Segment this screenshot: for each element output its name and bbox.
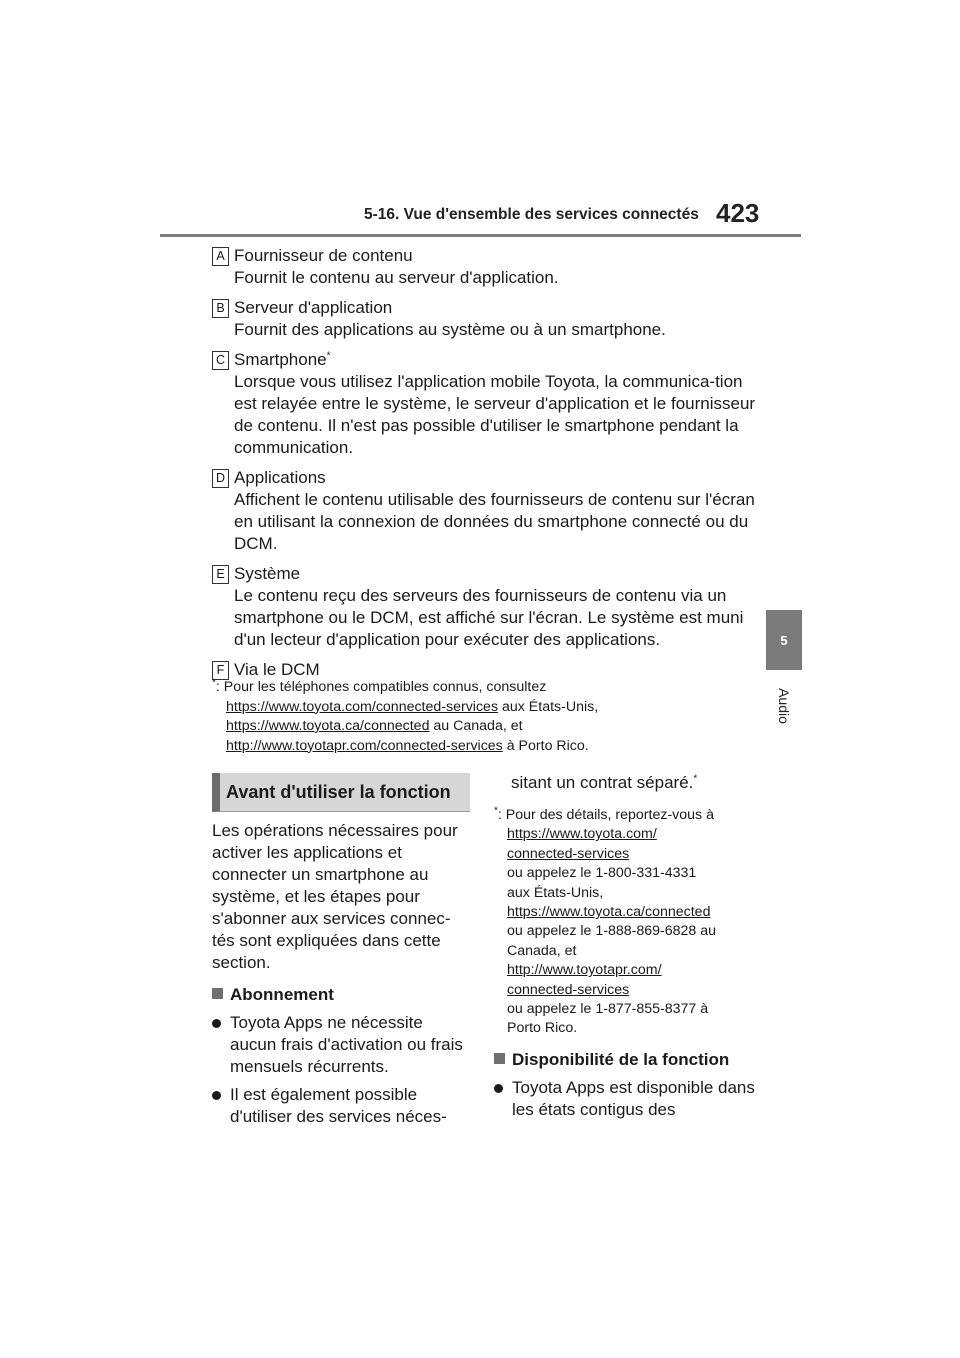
subsection-title: Disponibilité de la fonction	[512, 1049, 730, 1069]
footnote-marker: *	[494, 805, 498, 817]
definition-letter: A	[212, 247, 229, 266]
subsection-title: Abonnement	[230, 985, 334, 1004]
footnote-intro	[212, 678, 757, 698]
bullet-text: sitant un contrat séparé.	[511, 773, 694, 792]
footnote-line	[212, 717, 757, 737]
bullet-item	[494, 1077, 756, 1121]
definition-title: Via le DCM	[234, 660, 320, 679]
footnote-intro	[494, 806, 756, 825]
definition-letter: C	[212, 351, 229, 370]
bullet-continuation	[494, 772, 756, 794]
definition-letter: B	[212, 299, 229, 318]
footnote-marker: *	[693, 773, 698, 785]
definition-title: Système	[234, 564, 301, 583]
footnote-text: à Porto Rico.	[502, 737, 589, 754]
chapter-label-text: Audio	[776, 688, 792, 724]
footnote-line	[212, 698, 757, 718]
footnote-text: Canada, et	[507, 942, 577, 959]
footnote-intro-text: : Pour les téléphones compatibles connus, consultez	[215, 679, 547, 695]
definition-description: Le contenu reçu des serveurs des fournisseurs de contenu via un smartphone ou le DCM, est affiché sur l'écran. Le système est muni d'un lecteur d'application pour exécuter des applications.	[234, 586, 744, 649]
toyota-us-link[interactable]: https://www.toyota.com/	[507, 826, 657, 843]
definition-description: Fournit des applications au système ou à un smartphone.	[234, 320, 666, 339]
bullet-dot-icon	[212, 1091, 221, 1100]
footnote-line	[212, 737, 757, 757]
definition-description: Affichent le contenu utilisable des fournisseurs de contenu sur l'écran en utilisant la connexion de données du smartphone connecté ou du DCM.	[234, 490, 755, 553]
footnote-text: ou appelez le 1-888-869-6828 au	[507, 923, 717, 940]
definition-list	[212, 245, 757, 689]
footnote-text: aux États-Unis,	[498, 698, 599, 715]
definition-letter: E	[212, 565, 229, 584]
definition-description: Lorsque vous utilisez l'application mobile Toyota, la communica-tion est relayée entre le système, le serveur d'application et le fournisseur de contenu. Il n'est pas possible d'utiliser le smartphone pendant la communication.	[234, 372, 756, 457]
bullet-dot-icon	[494, 1084, 503, 1093]
footnote-text: ou appelez le 1-877-855-8377 à	[507, 1001, 709, 1018]
bullet-item	[212, 1012, 470, 1078]
footnote-text: au Canada, et	[429, 718, 523, 734]
definition-description: Fournit le contenu au serveur d'application.	[234, 268, 559, 287]
bullet-text: Toyota Apps ne nécessite aucun frais d'activation ou frais mensuels récurrents.	[230, 1013, 463, 1076]
chapter-tab[interactable]	[766, 610, 802, 670]
footnote-text: Porto Rico.	[507, 1020, 578, 1037]
section-intro: Les opérations nécessaires pour activer les applications et connecter un smartphone au système, et les étapes pour s'abonner aux services connec-tés sont expliquées dans cette section.	[212, 821, 458, 972]
definition-item-c	[212, 349, 757, 459]
contact-footnote	[494, 806, 756, 1039]
bullet-dot-icon	[212, 1019, 221, 1028]
toyota-us-link-cont[interactable]: connected-services	[507, 845, 630, 862]
definition-title: Applications	[234, 468, 326, 487]
bullet-text: Il est également possible d'utiliser des services néces-	[230, 1085, 447, 1126]
toyota-us-link[interactable]: https://www.toyota.com/connected-services	[226, 698, 499, 715]
footnote-marker: *	[326, 350, 331, 362]
footnote-text: ou appelez le 1-800-331-4331	[507, 865, 697, 882]
page-number: 423	[716, 198, 760, 228]
toyota-pr-link[interactable]: http://www.toyotapr.com/connected-services	[226, 737, 503, 754]
square-bullet-icon	[494, 1053, 505, 1064]
toyota-ca-link[interactable]: https://www.toyota.ca/connected	[226, 718, 430, 734]
toyota-pr-link-cont[interactable]: connected-services	[507, 981, 630, 998]
footnote-text: aux États-Unis,	[507, 884, 604, 901]
compatibility-footnote	[212, 678, 757, 756]
left-column	[212, 773, 470, 1128]
definition-letter: F	[212, 661, 229, 680]
section-heading: Avant d'utiliser la fonction	[212, 773, 470, 812]
chapter-label	[766, 676, 802, 736]
definition-title	[234, 349, 757, 371]
toyota-ca-link[interactable]: https://www.toyota.ca/connected	[507, 904, 711, 921]
footnote-marker: *	[212, 677, 216, 689]
square-bullet-icon	[212, 988, 223, 999]
toyota-pr-link[interactable]: http://www.toyotapr.com/	[507, 962, 662, 979]
definition-item-e	[212, 563, 757, 651]
definition-item-b	[212, 297, 757, 341]
subsection-heading-availability	[494, 1049, 756, 1071]
definition-title-text: Smartphone	[234, 350, 327, 369]
right-column	[494, 772, 756, 1121]
header-divider	[160, 234, 801, 237]
chapter-number: 5	[780, 632, 788, 648]
footnote-intro-text: : Pour des détails, reportez-vous à	[497, 807, 714, 823]
definition-item-d	[212, 467, 757, 555]
subsection-heading-subscription	[212, 984, 470, 1006]
definition-item-a	[212, 245, 757, 289]
definition-title: Fournisseur de contenu	[234, 246, 413, 265]
bullet-text: Toyota Apps est disponible dans les états contigus des	[512, 1077, 755, 1119]
bullet-item	[212, 1084, 470, 1128]
definition-title: Serveur d'application	[234, 298, 393, 317]
definition-letter: D	[212, 469, 229, 488]
section-header-title: 5-16. Vue d'ensemble des services connectés	[364, 206, 699, 223]
